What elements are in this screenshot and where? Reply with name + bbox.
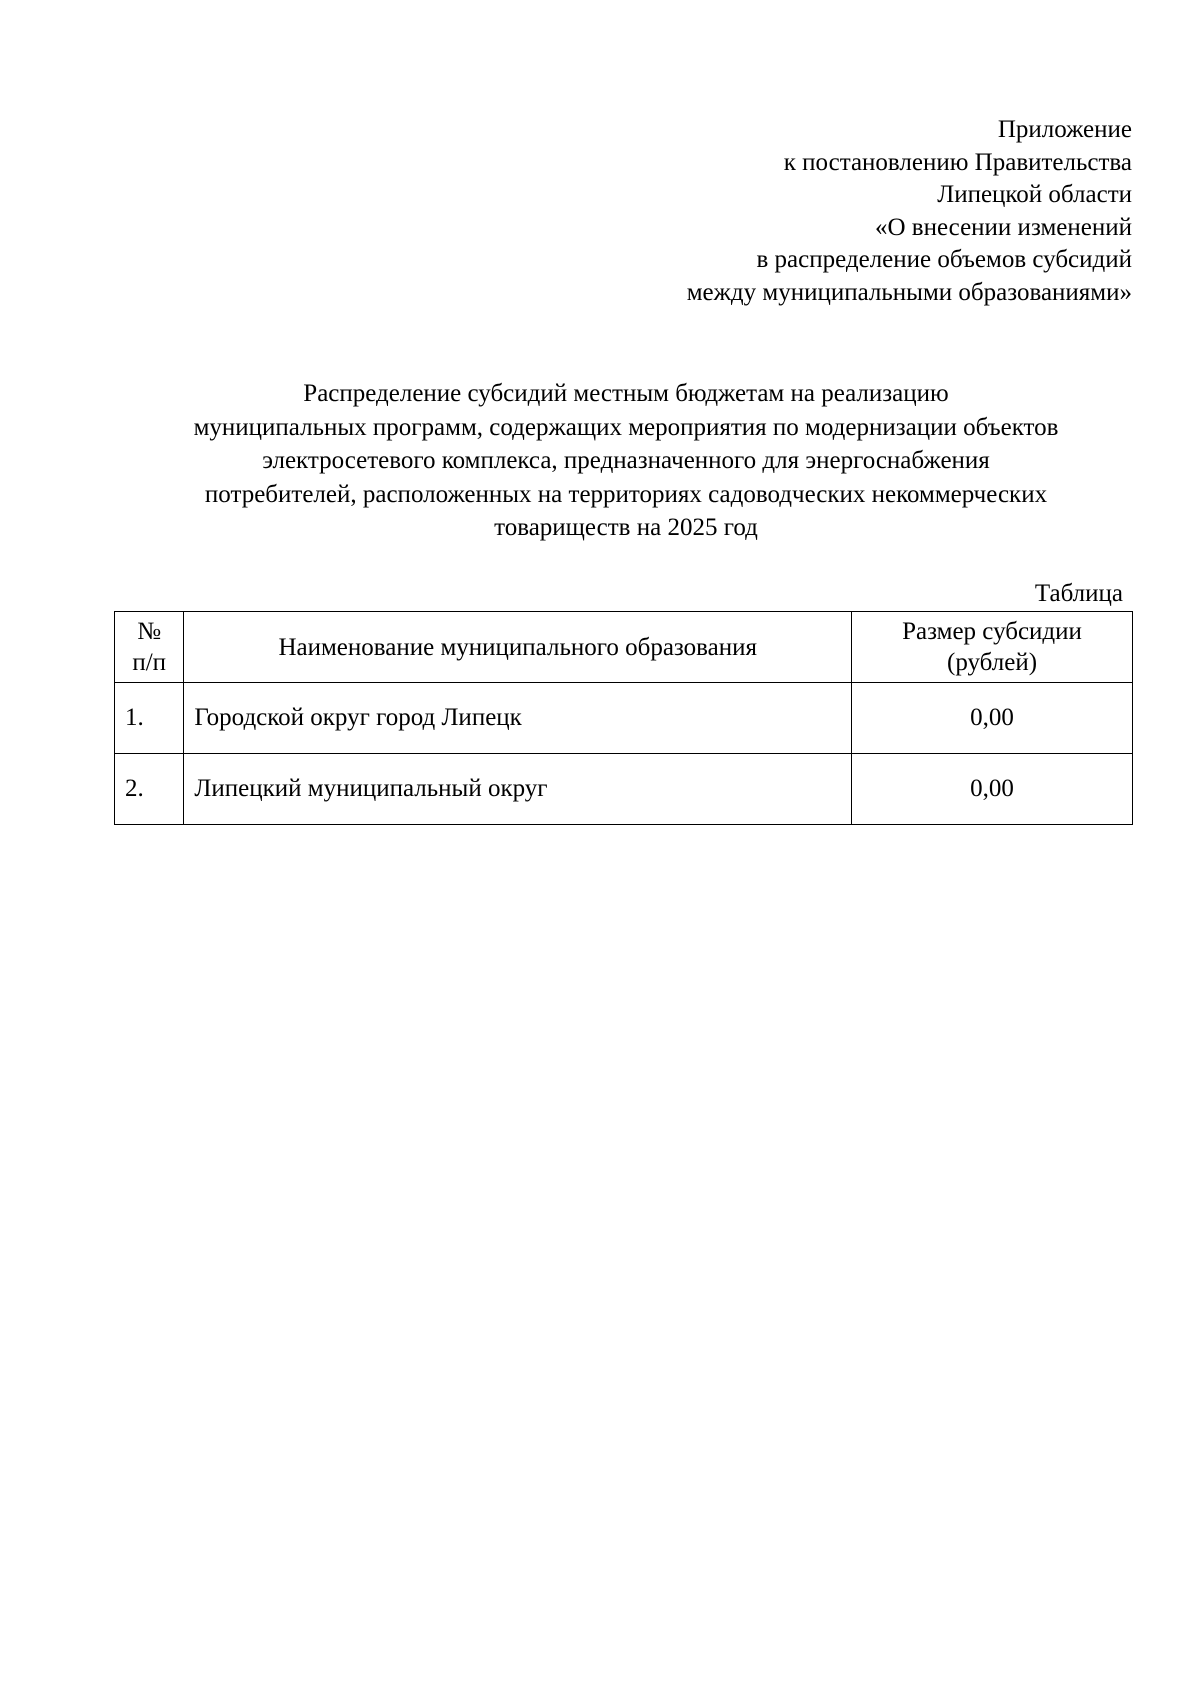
table-caption: Таблица	[1034, 580, 1123, 607]
appendix-line: к постановлению Правительства	[783, 148, 1132, 176]
title-line: Распределение субсидий местным бюджетам на реализацию	[303, 380, 949, 407]
header-number-symbol: №	[137, 618, 162, 645]
title-line: электросетевого комплекса, предназначенного для энергоснабжения	[262, 447, 990, 474]
appendix-line: Приложение	[997, 116, 1132, 143]
row-number: 2.	[115, 754, 184, 825]
header-amount	[852, 612, 1133, 683]
appendix-line: Липецкой области	[937, 181, 1132, 208]
row-number: 1.	[115, 683, 184, 754]
appendix-line: между муниципальными образованиями»	[686, 278, 1132, 306]
header-number-abbr: п/п	[132, 649, 167, 676]
table-header-row	[115, 612, 1133, 683]
title-line: муниципальных программ, содержащих мероприятия по модернизации объектов	[193, 413, 1059, 441]
row-amount: 0,00	[852, 683, 1133, 754]
document-title	[100, 377, 1152, 545]
row-municipality: Липецкий муниципальный округ	[184, 754, 852, 825]
table-row	[115, 683, 1133, 754]
header-name: Наименование муниципального образования	[184, 612, 852, 683]
row-municipality: Городской округ город Липецк	[184, 683, 852, 754]
header-amount-label: Размер субсидии	[902, 618, 1082, 645]
header-number	[115, 612, 184, 683]
appendix-line: «О внесении изменений	[874, 213, 1132, 241]
subsidy-table	[114, 611, 1133, 825]
header-amount-unit: (рублей)	[947, 649, 1038, 676]
table-row	[115, 754, 1133, 825]
appendix-block	[687, 114, 1132, 309]
row-amount: 0,00	[852, 754, 1133, 825]
appendix-line: в распределение объемов субсидий	[756, 246, 1132, 273]
title-line: потребителей, расположенных на территориях садоводческих некоммерческих	[204, 480, 1048, 508]
title-line: товариществ на 2025 год	[494, 514, 758, 541]
